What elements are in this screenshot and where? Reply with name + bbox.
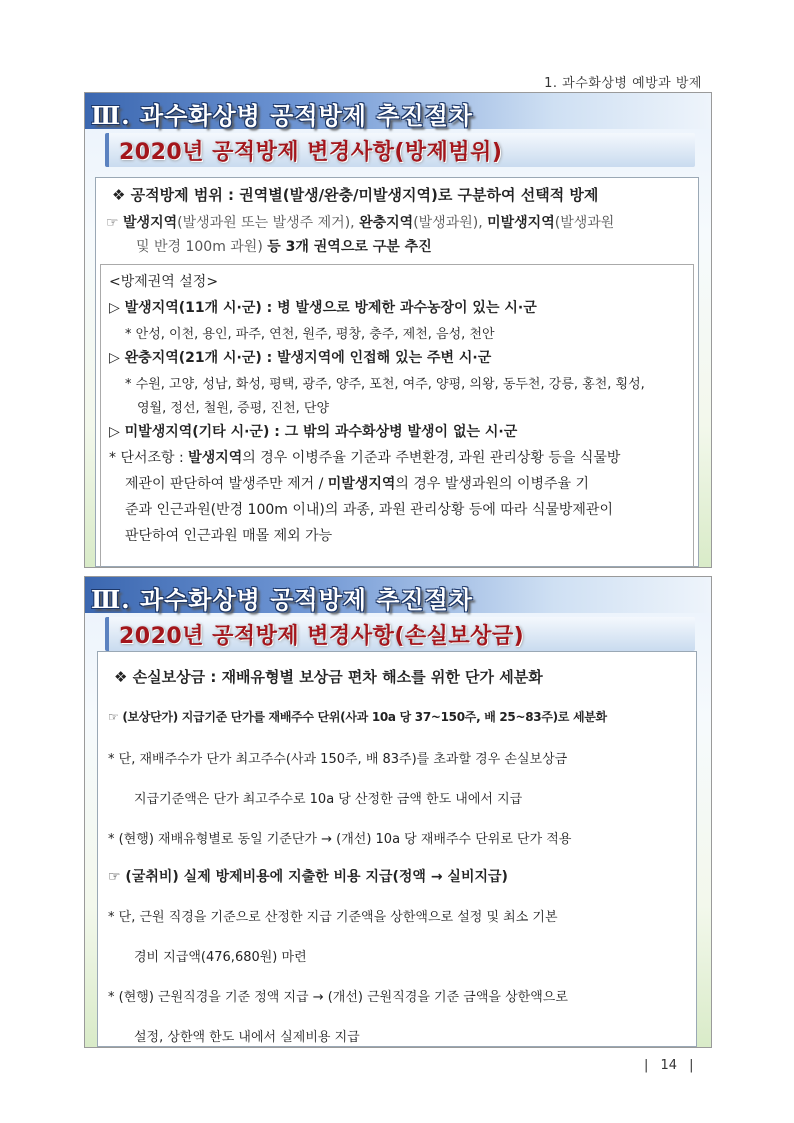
exception-line-2	[125, 473, 589, 493]
note-line-7: 경비 지급액(476,680원) 마련	[134, 950, 307, 965]
buffer-zone-heading: ▷ 완충지역(21개 시·군) : 발생지역에 인접해 있는 주변 시·군	[109, 350, 492, 366]
page-header: 1. 과수화상병 예방과 방제	[544, 76, 702, 91]
exception-line-1	[109, 447, 620, 467]
term-none: 미발생지역	[487, 215, 555, 231]
content-box	[95, 177, 699, 567]
note-line-8: * (현행) 근원직경을 기준 정액 지급 → (개선) 근원직경을 기준 금액을 상한액으로	[108, 990, 568, 1005]
slide-protection-scope	[84, 92, 712, 568]
term-buffer-desc: (발생과원),	[413, 215, 488, 231]
content-box	[97, 651, 697, 1047]
buffer-zone-list-2: 영월, 정선, 철원, 증평, 진천, 단양	[137, 401, 330, 416]
compensation-heading: ❖ 손실보상금 : 재배유형별 보상금 편차 해소를 위한 단가 세분화	[114, 668, 543, 686]
note-line-6: * 단, 근원 직경을 기준으로 산정한 지급 기준액을 상한액으로 설정 및 최소 기본	[108, 910, 558, 925]
occur-zone-list: * 안성, 이천, 용인, 파주, 연천, 원주, 평창, 충주, 제천, 음성, 천안	[125, 327, 495, 342]
unit-price-line: ☞ (보상단가) 지급기준 단가를 재배주수 단위(사과 10a 당 37~150주, 배 25~83주)로 세분화	[108, 710, 607, 724]
none-zone-heading: ▷ 미발생지역(기타 시·군) : 그 밖의 과수화상병 발생이 없는 시·군	[109, 424, 518, 440]
occur-zone-heading: ▷ 발생지역(11개 시·군) : 병 발생으로 방제한 과수농장이 있는 시·군	[109, 300, 537, 316]
note-line-4: * (현행) 재배유형별로 동일 기준단가 → (개선) 10a 당 재배주수 단위로 단가 적용	[108, 832, 572, 847]
note-line-2: * 단, 재배주수가 단가 최고주수(사과 150주, 배 83주)를 초과할 경우 손실보상금	[108, 752, 568, 767]
term-occur-desc: (발생과원 또는 발생주 제거),	[177, 215, 360, 231]
note-line-3: 지급기준액은 단가 최고주수로 10a 당 산정한 금액 한도 내에서 지급	[134, 792, 523, 807]
exception-none: 미발생지역	[327, 476, 396, 492]
digging-cost-line: ☞ (굴취비) 실제 방제비용에 지출한 비용 지급(정액 → 실비지급)	[108, 869, 508, 885]
exception-line-4: 판단하여 인근과원 매몰 제외 가능	[125, 528, 333, 544]
term-occur: 발생지역	[123, 215, 178, 231]
subtitle-bar	[105, 617, 695, 651]
zone-setting-box	[100, 264, 694, 568]
exception-l2-tail: 의 경우 발생과원의 이병주율 기	[395, 476, 590, 492]
scope-heading: ❖ 공적방제 범위 : 권역별(발생/완충/미발생지역)로 구분하여 선택적 방제	[112, 186, 599, 204]
intro-line-2	[136, 236, 432, 256]
intro-l2-bold: 등 3개 권역으로 구분 추진	[267, 239, 432, 255]
slide-title: Ⅲ. 과수화상병 공적방제 추진절차	[91, 101, 474, 130]
page-number: | 14 |	[644, 1058, 694, 1073]
setting-label: <방제권역 설정>	[109, 274, 219, 290]
intro-line-1	[106, 212, 614, 232]
exception-l1-text: 의 경우 이병주율 기준과 주변환경, 과원 관리상황 등을 식물방	[242, 450, 621, 466]
exception-prefix: * 단서조항 :	[109, 450, 189, 466]
exception-occur: 발생지역	[188, 450, 243, 466]
exception-line-3: 준과 인근과원(반경 100m 이내)의 과종, 과원 관리상황 등에 따라 식물방제관이	[125, 502, 613, 518]
term-none-desc: (발생과원	[554, 215, 615, 231]
term-buffer: 완충지역	[359, 215, 414, 231]
slide-subtitle: 2020년 공적방제 변경사항(손실보상금)	[119, 624, 525, 649]
subtitle-bar	[105, 133, 695, 167]
exception-l2-text: 제관이 판단하여 발생주만 제거 /	[125, 476, 328, 492]
buffer-zone-list-1: * 수원, 고양, 성남, 화성, 평택, 광주, 양주, 포천, 여주, 양평, 의왕, 동두천, 강릉, 홍천, 횡성,	[125, 377, 645, 392]
note-line-9: 설정, 상한액 한도 내에서 실제비용 지급	[134, 1030, 360, 1045]
slide-compensation	[84, 576, 712, 1048]
slide-subtitle: 2020년 공적방제 변경사항(방제범위)	[119, 140, 503, 165]
pointer-glyph: ☞	[106, 215, 124, 231]
intro-l2-text: 및 반경 100m 과원)	[136, 239, 268, 255]
slide-title: Ⅲ. 과수화상병 공적방제 추진절차	[91, 585, 474, 614]
